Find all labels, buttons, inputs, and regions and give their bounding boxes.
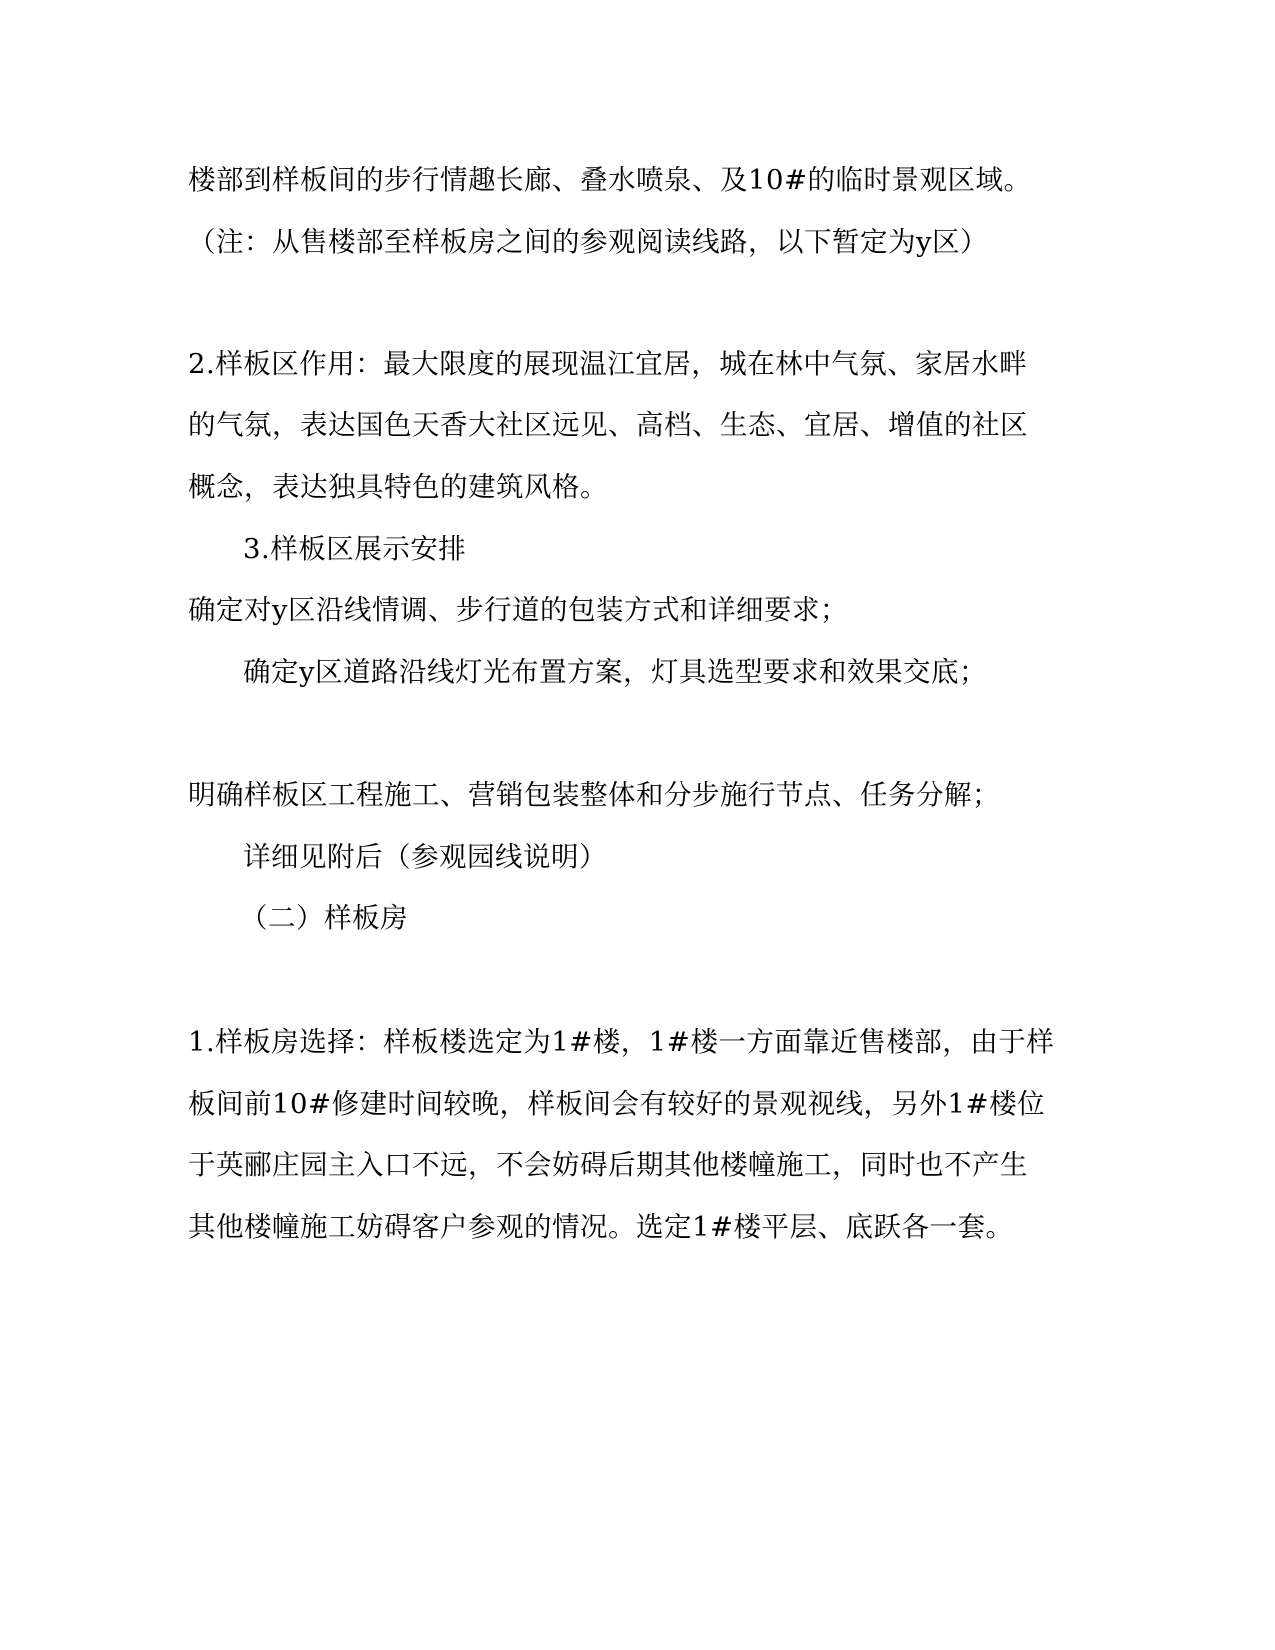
note-line: （注：从售楼部至样板房之间的参观阅读线路，以下暂定为y区）: [188, 226, 989, 258]
section-2-line-2: 的气氛，表达国色天香大社区远见、高档、生态、宜居、增值的社区: [188, 409, 1028, 441]
section-1-line-1: 1.样板房选择：样板楼选定为1#楼，1#楼一方面靠近售楼部，由于样: [188, 1026, 1055, 1058]
section-3-item-4: 详细见附后（参观园线说明）: [243, 841, 607, 873]
section-2-line-3: 概念，表达独具特色的建筑风格。: [188, 471, 608, 503]
section-3-item-3: 明确样板区工程施工、营销包装整体和分步施行节点、任务分解；: [188, 779, 1000, 811]
paragraph-line-1: 楼部到样板间的步行情趣长廊、叠水喷泉、及10#的临时景观区域。: [188, 164, 1032, 196]
section-1-line-2: 板间前10#修建时间较晚，样板间会有较好的景观视线，另外1#楼位: [188, 1088, 1046, 1120]
section-3-item-1: 确定对y区沿线情调、步行道的包装方式和详细要求；: [188, 594, 849, 626]
section-2-line-1: 2.样板区作用：最大限度的展现温江宜居，城在林中气氛、家居水畔: [188, 348, 1028, 380]
section-3-item-2: 确定y区道路沿线灯光布置方案，灯具选型要求和效果交底；: [243, 656, 988, 688]
section-1-line-3: 于英郦庄园主入口不远，不会妨碍后期其他楼幢施工，同时也不产生: [188, 1149, 1028, 1181]
section-1-line-4: 其他楼幢施工妨碍客户参观的情况。选定1#楼平层、底跃各一套。: [188, 1211, 1014, 1243]
subsection-heading: （二）样板房: [240, 902, 408, 934]
section-3-heading: 3.样板区展示安排: [243, 533, 467, 565]
